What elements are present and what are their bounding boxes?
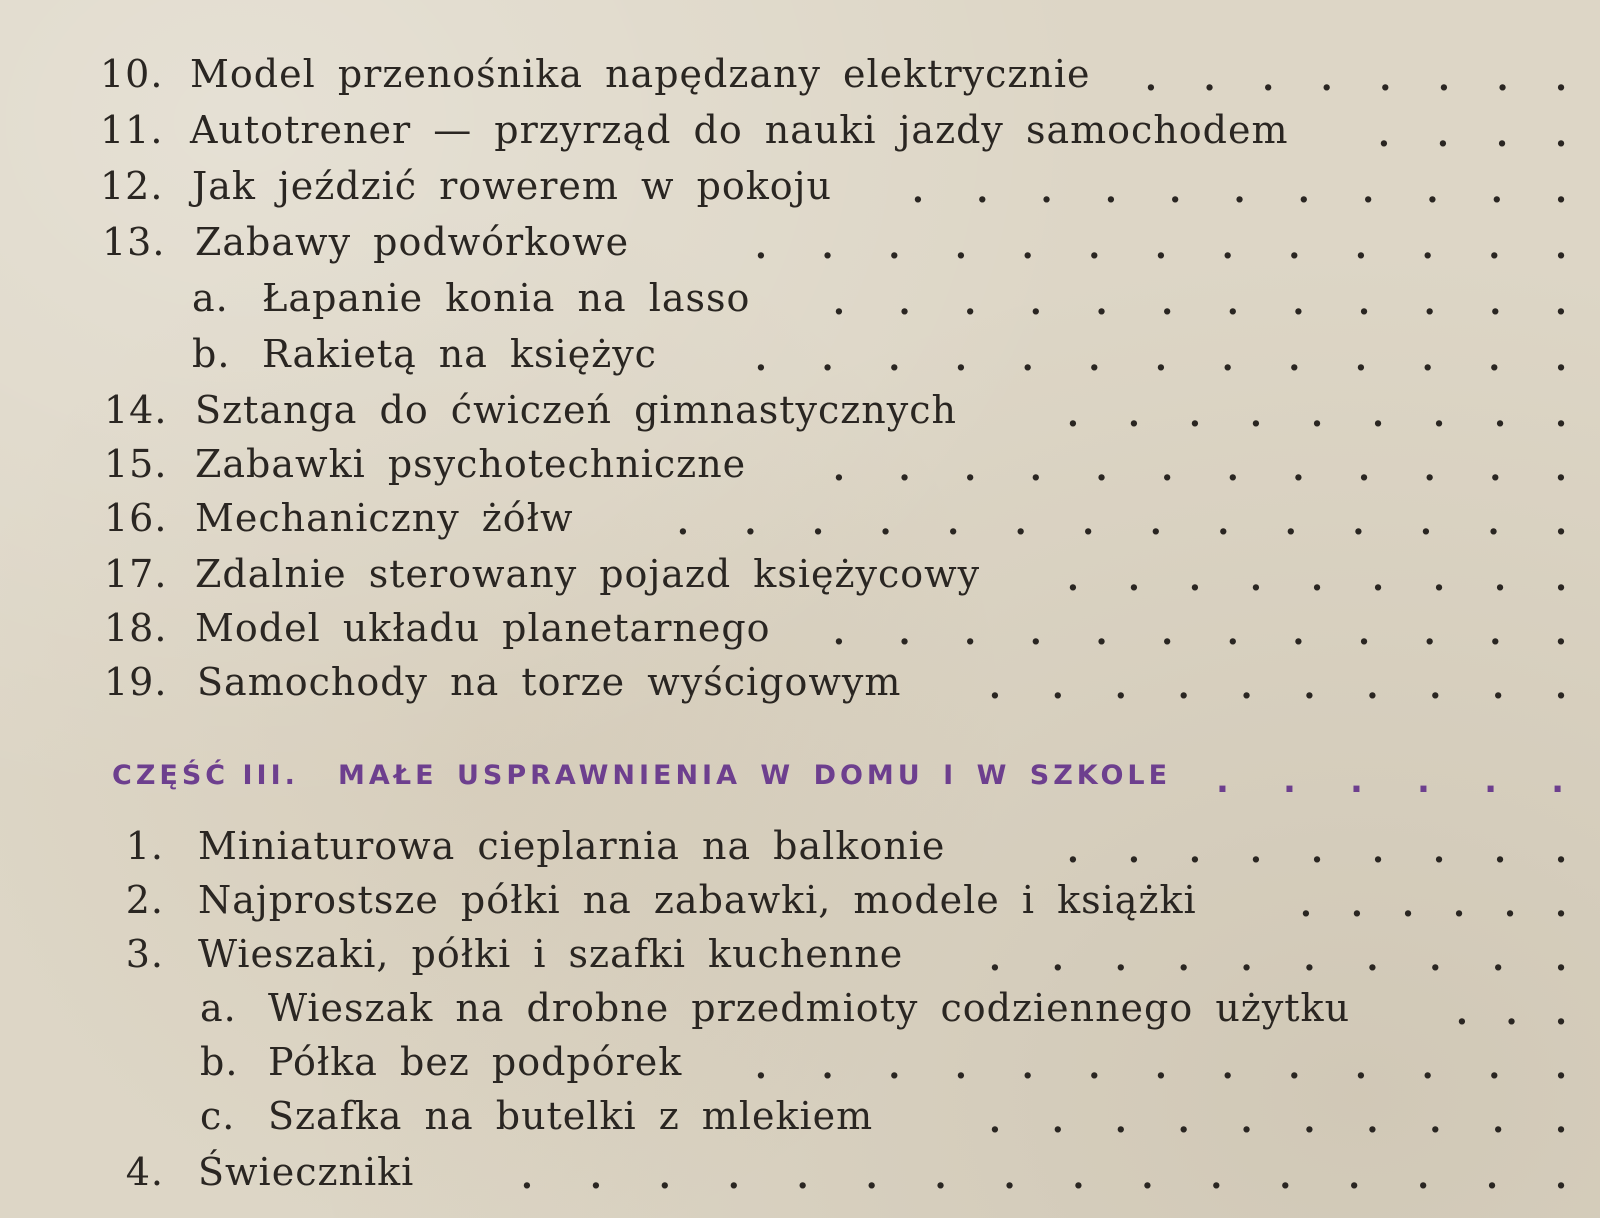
item-number: 3.: [125, 932, 164, 976]
subitem-letter: a.: [192, 276, 229, 320]
toc-item-17: [0, 546, 1600, 602]
dot-leader: . . . . . .: [1216, 761, 1568, 801]
dot-leader: . . . . . . . . . . . . .: [755, 339, 1568, 379]
dot-leader: . . . . . . . . . . . .: [833, 613, 1568, 653]
dot-leader: . . . . . . . .: [1145, 59, 1568, 99]
toc-item-3: [0, 926, 1600, 982]
item-title: Łapanie konia na lasso: [262, 276, 751, 320]
toc-item-19: [0, 654, 1600, 710]
subitem-letter: c.: [200, 1094, 236, 1138]
item-number: 2.: [125, 878, 164, 922]
item-number: 19.: [104, 660, 168, 704]
dot-leader: . . . . . . . . . . . . . .: [677, 503, 1568, 543]
dot-leader: . . . . . . . . . . . .: [833, 449, 1568, 489]
item-number: 13.: [102, 220, 166, 264]
item-title: Autotrener — przyrząd do nauki jazdy samochodem: [190, 108, 1289, 152]
section-title: MAŁE USPRAWNIENIA W DOMU I W SZKOLE: [338, 760, 1172, 791]
item-title: Mechaniczny żółw: [195, 496, 574, 540]
item-title: Wieszak na drobne przedmioty codziennego użytku: [268, 986, 1351, 1030]
dot-leader: . . . . . . . . .: [1067, 831, 1568, 871]
item-number: 12.: [100, 164, 164, 208]
dot-leader: . . . . . . . . . .: [989, 667, 1568, 707]
item-number: 15.: [104, 442, 168, 486]
item-title: Zabawki psychotechniczne: [195, 442, 747, 486]
item-title: Szafka na butelki z mlekiem: [268, 1094, 874, 1138]
dot-leader: . . . . . . . . . . . . .: [755, 227, 1568, 267]
item-title: Model układu planetarnego: [195, 606, 771, 650]
subitem-letter: a.: [200, 986, 237, 1030]
toc-item-16: [0, 490, 1600, 546]
toc-subitem-3c: [0, 1088, 1600, 1144]
section-heading-part-3: [0, 748, 1600, 804]
toc-subitem-13a: [0, 270, 1600, 326]
dot-leader: . . . . . . . . . . .: [912, 171, 1568, 211]
item-number: 4.: [125, 1150, 164, 1194]
dot-leader: . . . . . . . . . . . .: [833, 283, 1568, 323]
toc-item-1: [0, 818, 1600, 874]
section-label: CZĘŚĆ III.: [112, 760, 299, 791]
item-number: 1.: [125, 824, 164, 868]
toc-item-10: [0, 46, 1600, 102]
item-title: Zabawy podwórkowe: [195, 220, 630, 264]
toc-item-12: [0, 158, 1600, 214]
toc-item-4: [0, 1144, 1600, 1200]
toc-item-11: [0, 102, 1600, 158]
toc-item-18: [0, 600, 1600, 656]
dot-leader: . . . . . . . . .: [1067, 559, 1568, 599]
dot-leader: . . . . . . . . . .: [989, 939, 1568, 979]
toc-subitem-3a: [0, 980, 1600, 1036]
toc-subitem-13b: [0, 326, 1600, 382]
dot-leader: . . . . . . . . . .: [989, 1101, 1568, 1141]
item-title: Półka bez podpórek: [268, 1040, 683, 1084]
item-number: 14.: [104, 388, 168, 432]
item-title: Jak jeździć rowerem w pokoju: [192, 164, 832, 208]
item-number: 16.: [104, 496, 168, 540]
item-number: 17.: [104, 552, 168, 596]
item-title: Model przenośnika napędzany elektrycznie: [190, 52, 1091, 96]
item-title: Zdalnie sterowany pojazd księżycowy: [195, 552, 981, 596]
item-number: 18.: [104, 606, 168, 650]
item-title: Sztanga do ćwiczeń gimnastycznych: [195, 388, 957, 432]
dot-leader: . . .: [1456, 993, 1568, 1033]
toc-subitem-3b: [0, 1034, 1600, 1090]
dot-leader: . . . . . . . . .: [1067, 395, 1568, 435]
item-title: Najprostsze półki na zabawki, modele i książki: [198, 878, 1197, 922]
dot-leader: . . . . . . . . . . . . . . . .: [521, 1157, 1568, 1197]
subitem-letter: b.: [200, 1040, 239, 1084]
dot-leader: . . . . . . . . . . . . .: [755, 1047, 1568, 1087]
item-title: Miniaturowa cieplarnia na balkonie: [198, 824, 946, 868]
toc-item-14: [0, 382, 1600, 438]
item-title: Świeczniki: [198, 1150, 415, 1194]
item-number: 10.: [100, 52, 164, 96]
subitem-letter: b.: [192, 332, 231, 376]
item-title: Wieszaki, półki i szafki kuchenne: [198, 932, 904, 976]
item-title: Rakietą na księżyc: [262, 332, 657, 376]
toc-item-2: [0, 872, 1600, 928]
item-number: 11.: [100, 108, 164, 152]
toc-item-13: [0, 214, 1600, 270]
toc-item-15: [0, 436, 1600, 492]
dot-leader: . . . .: [1378, 115, 1568, 155]
dot-leader: . . . . . .: [1300, 885, 1568, 925]
item-title: Samochody na torze wyścigowym: [197, 660, 902, 704]
